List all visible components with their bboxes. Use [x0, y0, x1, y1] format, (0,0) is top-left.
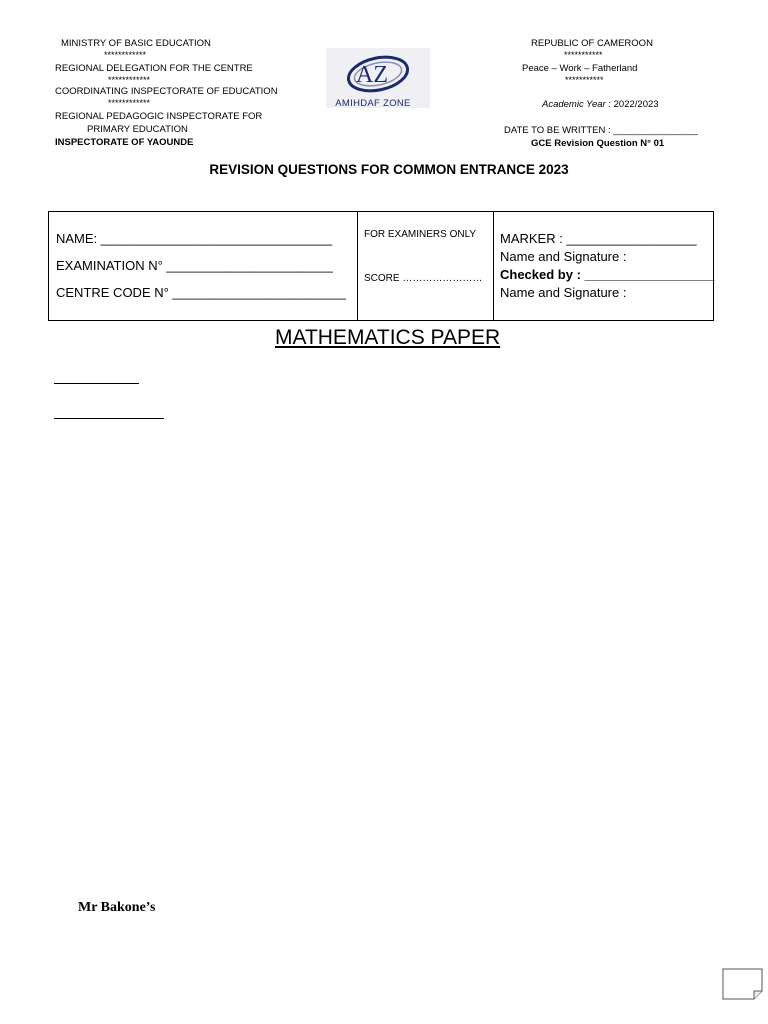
separator-stars: ************	[104, 50, 147, 60]
coordinating-label: COORDINATING INSPECTORATE OF EDUCATION	[55, 86, 278, 97]
centre-code-field[interactable]: CENTRE CODE N° ________________________	[56, 285, 346, 300]
motto-label: Peace – Work – Fatherland	[522, 63, 638, 74]
amihdaf-zone-logo	[326, 48, 430, 108]
pedagogic-label: REGIONAL PEDAGOGIC INSPECTORATE FOR	[55, 111, 263, 122]
separator-stars: ***********	[564, 50, 603, 60]
ministry-label: MINISTRY OF BASIC EDUCATION	[61, 38, 211, 49]
marker-field[interactable]: MARKER : __________________	[500, 231, 697, 246]
separator-stars: ***********	[565, 75, 604, 85]
paper-title: MATHEMATICS PAPER	[275, 326, 501, 349]
page-corner-icon	[722, 968, 764, 1005]
date-blank: ________________	[613, 125, 698, 136]
box-divider	[493, 212, 494, 320]
date-to-be-written	[504, 125, 698, 136]
logo-letters: AZ	[356, 62, 388, 88]
box-divider	[357, 212, 358, 320]
checked-by-field[interactable]: Checked by : __________________	[500, 267, 715, 282]
date-label: DATE TO BE WRITTEN :	[504, 125, 611, 136]
main-title: REVISION QUESTIONS FOR COMMON ENTRANCE 2023	[209, 162, 569, 177]
marker-signature-label: Name and Signature :	[500, 249, 627, 264]
author-signature: Mr Bakone’s	[78, 900, 156, 915]
academic-year-value: : 2022/2023	[608, 99, 659, 110]
separator-stars: ************	[108, 75, 151, 85]
pedagogic-label-2: PRIMARY EDUCATION	[87, 124, 188, 135]
checker-signature-label: Name and Signature :	[500, 285, 627, 300]
examination-number-field[interactable]: EXAMINATION N° _______________________	[56, 258, 333, 273]
examiners-only-label: FOR EXAMINERS ONLY	[364, 229, 477, 240]
republic-label: REPUBLIC OF CAMEROON	[531, 38, 653, 49]
gce-question-label: GCE Revision Question N° 01	[531, 138, 665, 149]
delegation-label: REGIONAL DELEGATION FOR THE CENTRE	[55, 63, 253, 74]
academic-year-label: Academic Year	[542, 99, 606, 110]
blank-underline	[54, 383, 139, 384]
blank-underline	[54, 418, 164, 419]
inspectorate-label: INSPECTORATE OF YAOUNDE	[55, 137, 194, 148]
logo-caption: AMIHDAF ZONE	[335, 98, 411, 109]
candidate-info-box	[48, 211, 714, 321]
name-field[interactable]: NAME: ________________________________	[56, 231, 333, 246]
separator-stars: ************	[108, 98, 151, 108]
academic-year	[542, 99, 659, 110]
score-field[interactable]: SCORE ……………………	[364, 273, 483, 284]
